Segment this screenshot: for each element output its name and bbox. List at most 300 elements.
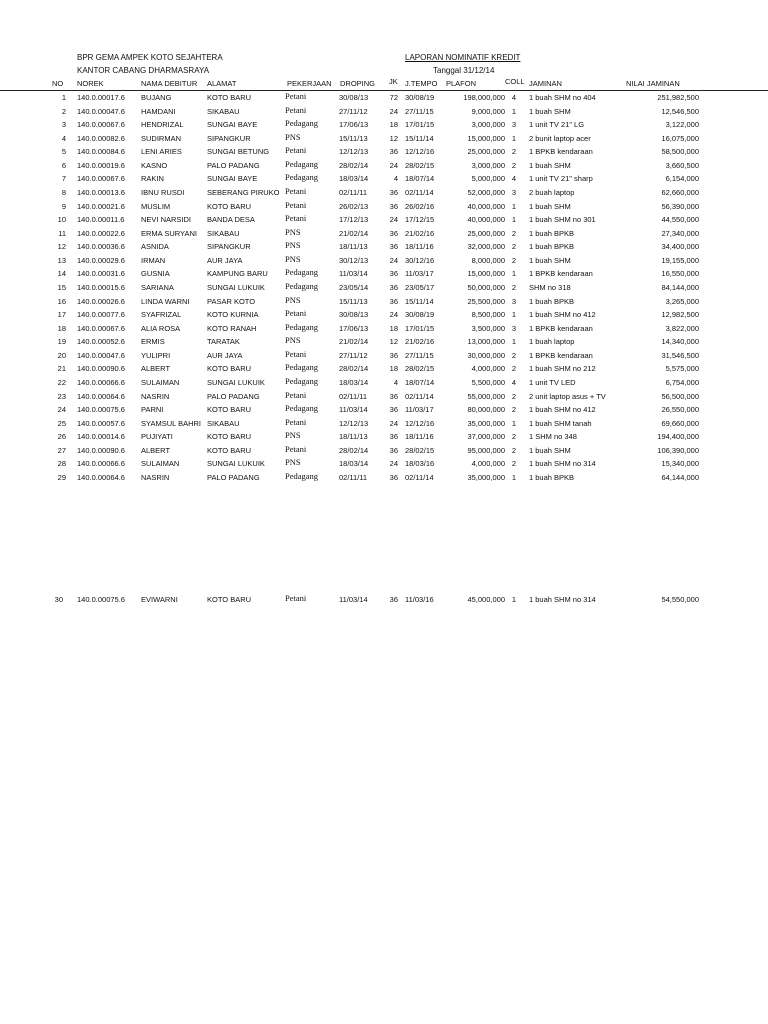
row-norek: 140.0.00077.6 — [77, 310, 125, 320]
row-droping: 30/08/13 — [339, 93, 369, 102]
row-norek: 140.0.00064.6 — [77, 391, 125, 401]
row-plafon: 4,000,000 — [471, 364, 505, 374]
row-jtempo: 17/01/15 — [405, 120, 435, 130]
row-jk: 36 — [389, 391, 398, 401]
row-pekerjaan: Pedagang — [285, 280, 319, 291]
row-plafon: 95,000,000 — [467, 445, 505, 455]
row-pekerjaan: Petani — [285, 213, 307, 224]
row-nama: YULIPRI — [141, 350, 171, 360]
table-row — [0, 159, 768, 172]
row-plafon: 52,000,000 — [467, 187, 505, 197]
branch-name: KANTOR CABANG DHARMASRAYA — [77, 66, 210, 75]
row-no: 8 — [61, 187, 66, 197]
col-coll: COLL — [505, 77, 525, 86]
row-alamat: KOTO RANAH — [207, 323, 257, 333]
table-row — [0, 118, 768, 131]
row-jaminan: 1 buah SHM — [529, 201, 571, 211]
row-nama: SULAIMAN — [141, 459, 180, 469]
row-alamat: SEBERANG PIRUKO — [207, 187, 280, 197]
row-plafon: 80,000,000 — [467, 405, 505, 415]
row-alamat: SIKABAU — [207, 418, 240, 428]
row-jaminan: 1 buah BPKB — [529, 228, 575, 238]
row-droping: 02/11/11 — [339, 391, 368, 401]
row-plafon: 8,000,000 — [471, 255, 505, 265]
row-plafon: 8,500,000 — [471, 310, 505, 320]
row-droping: 27/11/12 — [339, 350, 368, 360]
table-row — [0, 471, 768, 484]
row-jtempo: 11/03/16 — [405, 595, 434, 604]
row-jtempo: 02/11/14 — [405, 391, 434, 401]
row-coll: 1 — [511, 310, 517, 320]
row-jaminan: 1 BPKB kendaraan — [529, 269, 593, 279]
row-norek: 140.0.00021.6 — [77, 201, 125, 211]
row-jk: 36 — [389, 405, 398, 415]
table-row — [0, 240, 768, 253]
column-header-row — [0, 76, 768, 91]
row-alamat: SUNGAI LUKUIK — [207, 282, 265, 292]
row-jk: 36 — [389, 147, 398, 157]
row-norek: 140.0.00013.6 — [77, 187, 125, 197]
row-norek: 140.0.00036.6 — [77, 242, 125, 252]
row-plafon: 5,500,000 — [471, 377, 505, 387]
row-jk: 24 — [389, 418, 398, 428]
row-norek: 140.0.00090.6 — [77, 445, 125, 455]
row-alamat: PALO PADANG — [207, 472, 260, 482]
row-droping: 21/02/14 — [339, 228, 369, 238]
row-droping: 15/11/13 — [339, 133, 368, 143]
row-alamat: PALO PADANG — [207, 391, 260, 401]
row-jk: 36 — [389, 187, 398, 197]
table-row — [0, 91, 768, 104]
row-nama: IRMAN — [141, 255, 166, 265]
row-jk: 36 — [389, 269, 398, 279]
row-coll: 3 — [511, 323, 517, 333]
row-no: 12 — [57, 242, 66, 252]
row-plafon: 3,000,000 — [471, 120, 505, 130]
row-nama: LENI ARIES — [141, 147, 182, 157]
row-alamat: TARATAK — [207, 337, 240, 347]
table-row — [0, 267, 768, 280]
row-alamat: SUNGAI LUKUIK — [207, 377, 265, 387]
col-droping: DROPING — [340, 79, 376, 88]
table-row — [0, 457, 768, 470]
row-jtempo: 15/11/14 — [405, 296, 434, 306]
row-pekerjaan: Petani — [285, 199, 307, 210]
row-droping: 15/11/13 — [339, 296, 368, 306]
table-row — [0, 213, 768, 226]
row-nama: NEVI NARSIDI — [141, 215, 192, 225]
row-no: 25 — [57, 418, 66, 428]
row-jtempo: 17/12/15 — [405, 215, 435, 225]
row-alamat: AUR JAYA — [207, 255, 243, 265]
row-nilai: 15,340,000 — [661, 459, 699, 469]
row-norek: 140.0.00090.6 — [77, 364, 125, 374]
row-droping: 28/02/14 — [339, 445, 369, 455]
col-plafon: PLAFON — [446, 79, 477, 88]
row-pekerjaan: Petani — [285, 593, 307, 603]
row-coll: 2 — [511, 432, 517, 442]
row-droping: 17/06/13 — [339, 323, 369, 333]
row-norek: 140.0.00064.6 — [77, 472, 125, 482]
table-row — [0, 444, 768, 457]
row-no: 3 — [61, 120, 66, 130]
row-nama: SULAIMAN — [141, 377, 180, 387]
row-jaminan: 1 buah SHM — [529, 445, 571, 455]
row-nilai: 6,754,000 — [665, 377, 699, 387]
row-nama: ASNIDA — [141, 242, 169, 252]
table-row — [0, 430, 768, 443]
row-pekerjaan: Petani — [285, 443, 307, 454]
row-jaminan: 1 buah SHM no 314 — [529, 459, 596, 469]
row-nama: SYAFRIZAL — [141, 310, 182, 320]
row-jtempo: 28/02/15 — [405, 160, 435, 170]
table-row — [0, 200, 768, 213]
row-nilai: 106,390,000 — [657, 445, 699, 455]
row-alamat: KOTO BARU — [207, 432, 252, 442]
row-plafon: 25,000,000 — [467, 228, 505, 238]
row-jaminan: 1 buah BPKB — [529, 296, 575, 306]
row-coll: 1 — [511, 133, 517, 143]
report-title: LAPORAN NOMINATIF KREDIT — [405, 53, 521, 62]
row-droping: 12/12/13 — [339, 418, 369, 428]
row-coll: 1 — [511, 201, 517, 211]
row-nama: LINDA WARNI — [141, 296, 190, 306]
row-pekerjaan: PNS — [285, 253, 301, 264]
row-droping: 27/11/12 — [339, 106, 368, 116]
col-norek: NOREK — [77, 79, 104, 88]
row-alamat: SIPANGKUR — [207, 242, 251, 252]
row-jtempo: 30/12/16 — [405, 255, 435, 265]
row-nama: PUJIYATI — [141, 432, 173, 442]
row-jaminan: 1 unit TV LED — [529, 377, 576, 387]
table-row — [0, 362, 768, 375]
row-coll: 1 — [511, 418, 517, 428]
row-nama: EVIWARNI — [141, 595, 178, 604]
row-alamat: SUNGAI LUKUIK — [207, 459, 265, 469]
col-nilai: NILAI JAMINAN — [626, 79, 680, 88]
row-pekerjaan: Pedagang — [285, 375, 319, 386]
row-jaminan: 1 buah SHM no 412 — [529, 310, 596, 320]
row-jk: 24 — [389, 310, 398, 320]
row-no: 22 — [57, 377, 66, 387]
row-plafon: 40,000,000 — [467, 201, 505, 211]
row-nilai: 56,500,000 — [661, 391, 699, 401]
row-plafon: 50,000,000 — [467, 282, 505, 292]
row-coll: 1 — [511, 106, 517, 116]
row-droping: 28/02/14 — [339, 364, 369, 374]
row-coll: 1 — [511, 595, 517, 604]
row-jtempo: 18/03/16 — [405, 459, 435, 469]
row-jaminan: 1 buah SHM no 314 — [529, 595, 596, 604]
row-nilai: 12,982,500 — [661, 310, 699, 320]
table-row — [0, 349, 768, 362]
row-jtempo: 26/02/16 — [405, 201, 435, 211]
row-nama: IBNU RUSDI — [141, 187, 185, 197]
row-no: 6 — [61, 160, 66, 170]
row-nama: NASRIN — [141, 391, 170, 401]
row-jk: 36 — [389, 595, 398, 604]
row-no: 24 — [57, 405, 66, 415]
row-pekerjaan: PNS — [285, 430, 301, 441]
row-pekerjaan: PNS — [285, 131, 301, 142]
row-norek: 140.0.00022.6 — [77, 228, 125, 238]
row-pekerjaan: PNS — [285, 457, 301, 468]
row-plafon: 37,000,000 — [467, 432, 505, 442]
row-pekerjaan: Pedagang — [285, 118, 319, 129]
row-jaminan: 1 SHM no 348 — [529, 432, 577, 442]
row-alamat: KOTO BARU — [207, 364, 252, 374]
row-jk: 24 — [389, 459, 398, 469]
table-row — [0, 105, 768, 118]
row-droping: 18/03/14 — [339, 377, 369, 387]
row-alamat: KOTO BARU — [207, 201, 252, 211]
row-pekerjaan: Pedagang — [285, 158, 319, 169]
row-jtempo: 18/07/14 — [405, 377, 435, 387]
row-pekerjaan: Petani — [285, 389, 307, 400]
row-coll: 2 — [511, 459, 517, 469]
row-jk: 36 — [389, 228, 398, 238]
row-norek: 140.0.00075.6 — [77, 405, 125, 415]
row-pekerjaan: Petani — [285, 185, 307, 196]
row-jk: 24 — [389, 160, 398, 170]
row-pekerjaan: PNS — [285, 240, 301, 251]
row-jaminan: 1 buah SHM no 412 — [529, 405, 596, 415]
row-nama: PARNI — [141, 405, 164, 415]
row-jk: 18 — [389, 120, 398, 130]
row-jtempo: 18/07/14 — [405, 174, 435, 184]
row-coll: 3 — [511, 296, 517, 306]
col-jk: JK — [389, 77, 398, 86]
row-coll: 3 — [511, 187, 517, 197]
table-row — [0, 132, 768, 145]
col-jaminan: JAMINAN — [529, 79, 562, 88]
table-row — [0, 172, 768, 185]
row-nama: BUJANG — [141, 93, 172, 102]
row-pekerjaan: Pedagang — [285, 470, 319, 481]
row-plafon: 55,000,000 — [467, 391, 505, 401]
row-plafon: 3,000,000 — [471, 160, 505, 170]
row-jaminan: 1 buah SHM — [529, 255, 571, 265]
row-nama: GUSNIA — [141, 269, 170, 279]
row-nilai: 3,265,000 — [665, 296, 699, 306]
table-row — [0, 376, 768, 389]
row-plafon: 15,000,000 — [467, 269, 505, 279]
row-droping: 18/11/13 — [339, 432, 368, 442]
row-alamat: SIPANGKUR — [207, 133, 251, 143]
row-no: 28 — [57, 459, 66, 469]
row-jaminan: 1 buah SHM no 301 — [529, 215, 596, 225]
row-nilai: 194,400,000 — [657, 432, 699, 442]
row-jtempo: 28/02/15 — [405, 445, 435, 455]
row-norek: 140.0.00082.6 — [77, 133, 125, 143]
row-jaminan: 1 unit TV 21" LG — [529, 120, 585, 130]
row-norek: 140.0.00047.6 — [77, 106, 125, 116]
row-jk: 4 — [393, 377, 398, 387]
row-plafon: 5,000,000 — [471, 174, 505, 184]
row-norek: 140.0.00057.6 — [77, 418, 125, 428]
row-nilai: 84,144,000 — [661, 282, 699, 292]
row-no: 15 — [57, 282, 66, 292]
row-nilai: 3,822,000 — [665, 323, 699, 333]
table-row — [0, 593, 768, 606]
row-norek: 140.0.00031.6 — [77, 269, 125, 279]
row-jtempo: 17/01/15 — [405, 323, 435, 333]
row-jtempo: 28/02/15 — [405, 364, 435, 374]
row-droping: 28/02/14 — [339, 160, 369, 170]
row-plafon: 9,000,000 — [471, 106, 505, 116]
row-droping: 26/02/13 — [339, 201, 369, 211]
row-droping: 30/12/13 — [339, 255, 369, 265]
row-coll: 2 — [511, 255, 517, 265]
row-alamat: KOTO BARU — [207, 405, 252, 415]
row-plafon: 25,000,000 — [467, 147, 505, 157]
row-jtempo: 18/11/16 — [405, 432, 434, 442]
row-jk: 36 — [389, 432, 398, 442]
row-jtempo: 18/11/16 — [405, 242, 434, 252]
row-jaminan: 1 buah BPKB — [529, 472, 575, 482]
row-nilai: 26,550,000 — [661, 405, 699, 415]
row-droping: 17/06/13 — [339, 120, 369, 130]
row-jtempo: 12/12/16 — [405, 418, 435, 428]
row-nama: SARIANA — [141, 282, 174, 292]
row-droping: 02/11/11 — [339, 187, 368, 197]
row-jk: 24 — [389, 255, 398, 265]
row-jk: 36 — [389, 296, 398, 306]
row-nilai: 16,075,000 — [661, 133, 699, 143]
col-jtempo: J.TEMPO — [405, 79, 438, 88]
bank-name: BPR GEMA AMPEK KOTO SEJAHTERA — [77, 53, 223, 62]
col-no: NO — [52, 79, 64, 88]
row-nilai: 6,154,000 — [665, 174, 699, 184]
row-norek: 140.0.00029.6 — [77, 255, 125, 265]
row-coll: 2 — [511, 282, 517, 292]
row-coll: 2 — [511, 445, 517, 455]
row-no: 27 — [57, 445, 66, 455]
row-pekerjaan: PNS — [285, 294, 301, 305]
row-no: 30 — [54, 595, 63, 604]
row-droping: 21/02/14 — [339, 337, 369, 347]
row-no: 16 — [57, 296, 66, 306]
row-jtempo: 21/02/16 — [405, 337, 435, 347]
table-row — [0, 390, 768, 403]
row-nilai: 5,575,000 — [665, 364, 699, 374]
row-coll: 3 — [511, 120, 517, 130]
row-nilai: 16,550,000 — [661, 269, 699, 279]
row-plafon: 15,000,000 — [467, 133, 505, 143]
row-jaminan: 1 BPKB kendaraan — [529, 350, 593, 360]
row-plafon: 40,000,000 — [467, 215, 505, 225]
row-nilai: 54,550,000 — [661, 595, 699, 604]
row-jtempo: 15/11/14 — [405, 133, 434, 143]
row-pekerjaan: Pedagang — [285, 403, 319, 414]
row-jaminan: 1 unit TV 21" sharp — [529, 174, 593, 184]
row-coll: 1 — [511, 269, 517, 279]
row-no: 7 — [61, 174, 66, 184]
row-pekerjaan: Petani — [285, 91, 307, 101]
row-jaminan: SHM no 318 — [529, 282, 571, 292]
row-norek: 140.0.00067.6 — [77, 174, 125, 184]
row-jtempo: 27/11/15 — [405, 350, 434, 360]
row-no: 9 — [61, 201, 66, 211]
row-jk: 36 — [389, 201, 398, 211]
row-no: 26 — [57, 432, 66, 442]
row-pekerjaan: Petani — [285, 348, 307, 359]
row-pekerjaan: PNS — [285, 335, 301, 346]
row-nilai: 251,982,500 — [657, 93, 699, 102]
row-nama: RAKIN — [141, 174, 164, 184]
row-nilai: 31,546,500 — [661, 350, 699, 360]
row-nama: NASRIN — [141, 472, 170, 482]
row-coll: 1 — [511, 215, 517, 225]
row-no: 17 — [57, 310, 66, 320]
row-jk: 12 — [389, 337, 398, 347]
row-jaminan: 2 unit laptop asus + TV — [529, 391, 606, 401]
row-nama: KASNO — [141, 160, 168, 170]
row-pekerjaan: Petani — [285, 416, 307, 427]
table-row — [0, 254, 768, 267]
row-jtempo: 02/11/14 — [405, 472, 434, 482]
row-droping: 17/12/13 — [339, 215, 369, 225]
row-norek: 140.0.00019.6 — [77, 160, 125, 170]
table-row — [0, 186, 768, 199]
row-alamat: PASAR KOTO — [207, 296, 256, 306]
report-date: Tanggal 31/12/14 — [433, 66, 495, 75]
row-jk: 24 — [389, 106, 398, 116]
row-droping: 11/03/14 — [339, 269, 368, 279]
row-jaminan: 2 buah laptop — [529, 187, 575, 197]
row-plafon: 32,000,000 — [467, 242, 505, 252]
row-nilai: 64,144,000 — [661, 472, 699, 482]
row-no: 10 — [57, 215, 66, 225]
row-alamat: SIKABAU — [207, 106, 240, 116]
table-row — [0, 145, 768, 158]
row-nama: MUSLIM — [141, 201, 171, 211]
row-jtempo: 27/11/15 — [405, 106, 434, 116]
row-nilai: 19,155,000 — [661, 255, 699, 265]
row-plafon: 35,000,000 — [467, 418, 505, 428]
row-nama: SYAMSUL BAHRI — [141, 418, 202, 428]
row-plafon: 45,000,000 — [467, 595, 505, 604]
row-norek: 140.0.00067.6 — [77, 323, 125, 333]
row-no: 4 — [61, 133, 66, 143]
row-droping: 12/12/13 — [339, 147, 369, 157]
row-alamat: BANDA DESA — [207, 215, 255, 225]
row-norek: 140.0.00014.6 — [77, 432, 125, 442]
row-coll: 2 — [511, 147, 517, 157]
row-jaminan: 2 bunit laptop acer — [529, 133, 591, 143]
row-jaminan: 1 buah SHM — [529, 106, 571, 116]
row-norek: 140.0.00011.6 — [77, 215, 125, 225]
row-no: 14 — [57, 269, 66, 279]
row-jtempo: 02/11/14 — [405, 187, 434, 197]
row-jaminan: 1 buah laptop — [529, 337, 575, 347]
row-no: 21 — [57, 364, 66, 374]
row-nilai: 58,500,000 — [661, 147, 699, 157]
row-no: 29 — [57, 472, 66, 482]
row-no: 13 — [57, 255, 66, 265]
row-jtempo: 11/03/17 — [405, 269, 434, 279]
col-pekerjaan: PEKERJAAN — [287, 79, 332, 88]
row-jk: 24 — [389, 215, 398, 225]
row-nama: HAMDANI — [141, 106, 176, 116]
row-plafon: 198,000,000 — [463, 93, 505, 102]
row-norek: 140.0.00026.6 — [77, 296, 125, 306]
row-nilai: 69,660,000 — [661, 418, 699, 428]
row-jk: 18 — [389, 323, 398, 333]
row-alamat: KOTO KURNIA — [207, 310, 259, 320]
row-alamat: SIKABAU — [207, 228, 240, 238]
row-norek: 140.0.00066.6 — [77, 377, 125, 387]
